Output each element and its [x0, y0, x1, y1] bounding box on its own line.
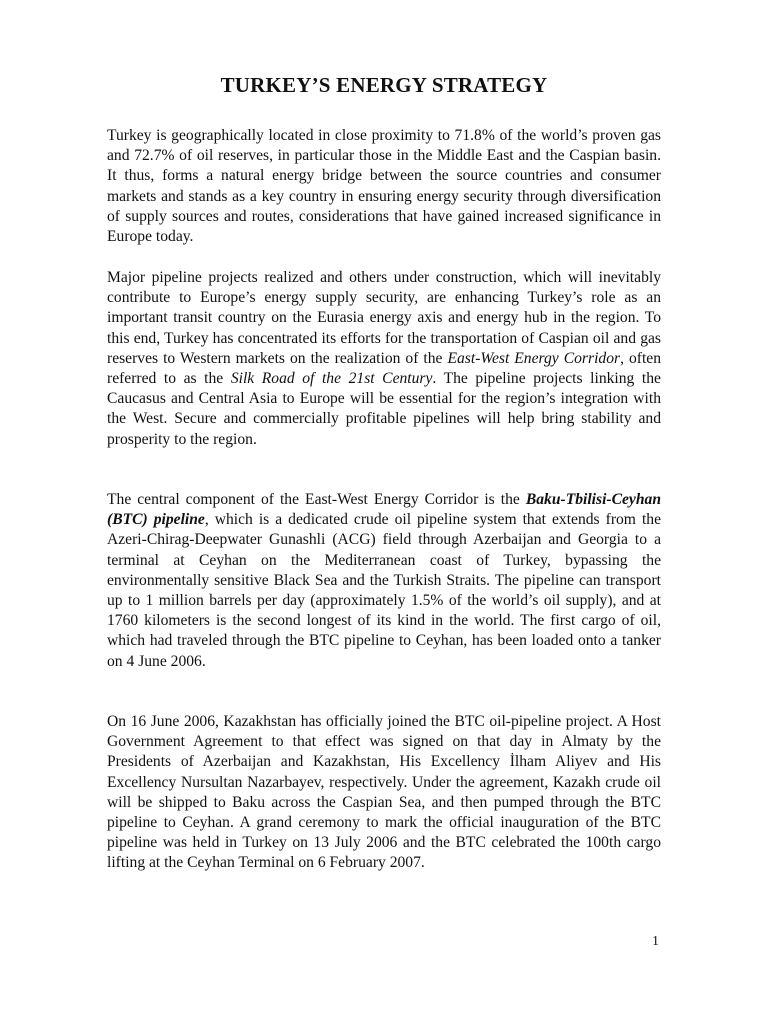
paragraph-3 — [107, 490, 661, 672]
paragraph-2-text-a: Major pipeline projects realized and others under construction, which will inevitably contribute to Europe’s energy supply security, are enhancing Turkey’s role as an important transit country on the Eurasia energy axis and energy hub in the region. To this end, Turkey has concentrated its efforts for the transportation of Caspian oil and gas reserves to Western markets on the realization of the — [107, 269, 661, 367]
page-number: 1 — [652, 934, 659, 949]
paragraph-4 — [107, 712, 661, 874]
paragraph-4-text: On 16 June 2006, Kazakhstan has officially joined the BTC oil-pipeline project. A Host Government Agreement to that effect was signed on that day in Almaty by the Presidents of Azerbaijan and Kazakhstan, His Excellency İlham Aliyev and His Excellency Nursultan Nazarbayev, respectively. Under the agreement, Kazakh crude oil will be shipped to Baku across the Caspian Sea, and then pumped through the BTC pipeline to Ceyhan. A grand ceremony to mark the official inauguration of the BTC pipeline was held in Turkey on 13 July 2006 and the BTC celebrated the 100th cargo lifting at the Ceyhan Terminal on 6 February 2007. — [107, 713, 661, 872]
paragraph-2 — [107, 268, 661, 450]
paragraph-1 — [107, 126, 661, 247]
page-title: TURKEY’S ENERGY STRATEGY — [220, 73, 548, 97]
emphasis-silk-road: Silk Road of the 21st Century — [230, 370, 433, 388]
emphasis-btc-pipeline-text: Baku-Tbilisi-Ceyhan (BTC) pipeline — [107, 491, 661, 529]
emphasis-east-west-energy-corridor: East-West Energy Corridor — [447, 349, 621, 367]
paragraph-1-text: Turkey is geographically located in close proximity to 71.8% of the world’s proven gas and 72.7% of oil reserves, in particular those in the Middle East and the Caspian basin. It thus, forms a natural energy bridge between the source countries and consumer markets and stands as a key country in ensuring energy security through diversification of supply sources and routes, considerations that have gained increased significance in Europe today. — [107, 127, 661, 246]
paragraph-2-text-c: . The pipeline projects linking the Caucasus and Central Asia to Europe will be essential for the region’s integration with the West. Secure and commercially profitable pipelines will help bring stability and prosperity to the region. — [107, 370, 661, 448]
paragraph-2-text-b: , often referred to as the — [107, 349, 662, 388]
paragraph-3-text-b: , which is a dedicated crude oil pipeline system that extends from the Azeri-Chirag-Deepwater Gunashli (ACG) field through Azerbaijan and Georgia to a terminal at Ceyhan on the Mediterranean coast of Turkey, bypassing the environmentally sensitive Black Sea and the Turkish Straits. The pipeline can transport up to 1 million barrels per day (approximately 1.5% of the world’s oil supply), and at 1760 kilometers is the second longest of its kind in the world. The first cargo of oil, which had traveled through the BTC pipeline to Ceyhan, has been loaded onto a tanker on 4 June 2006. — [107, 511, 661, 670]
paragraph-3-text-a: The central component of the East-West Energy Corridor is the — [107, 491, 526, 508]
